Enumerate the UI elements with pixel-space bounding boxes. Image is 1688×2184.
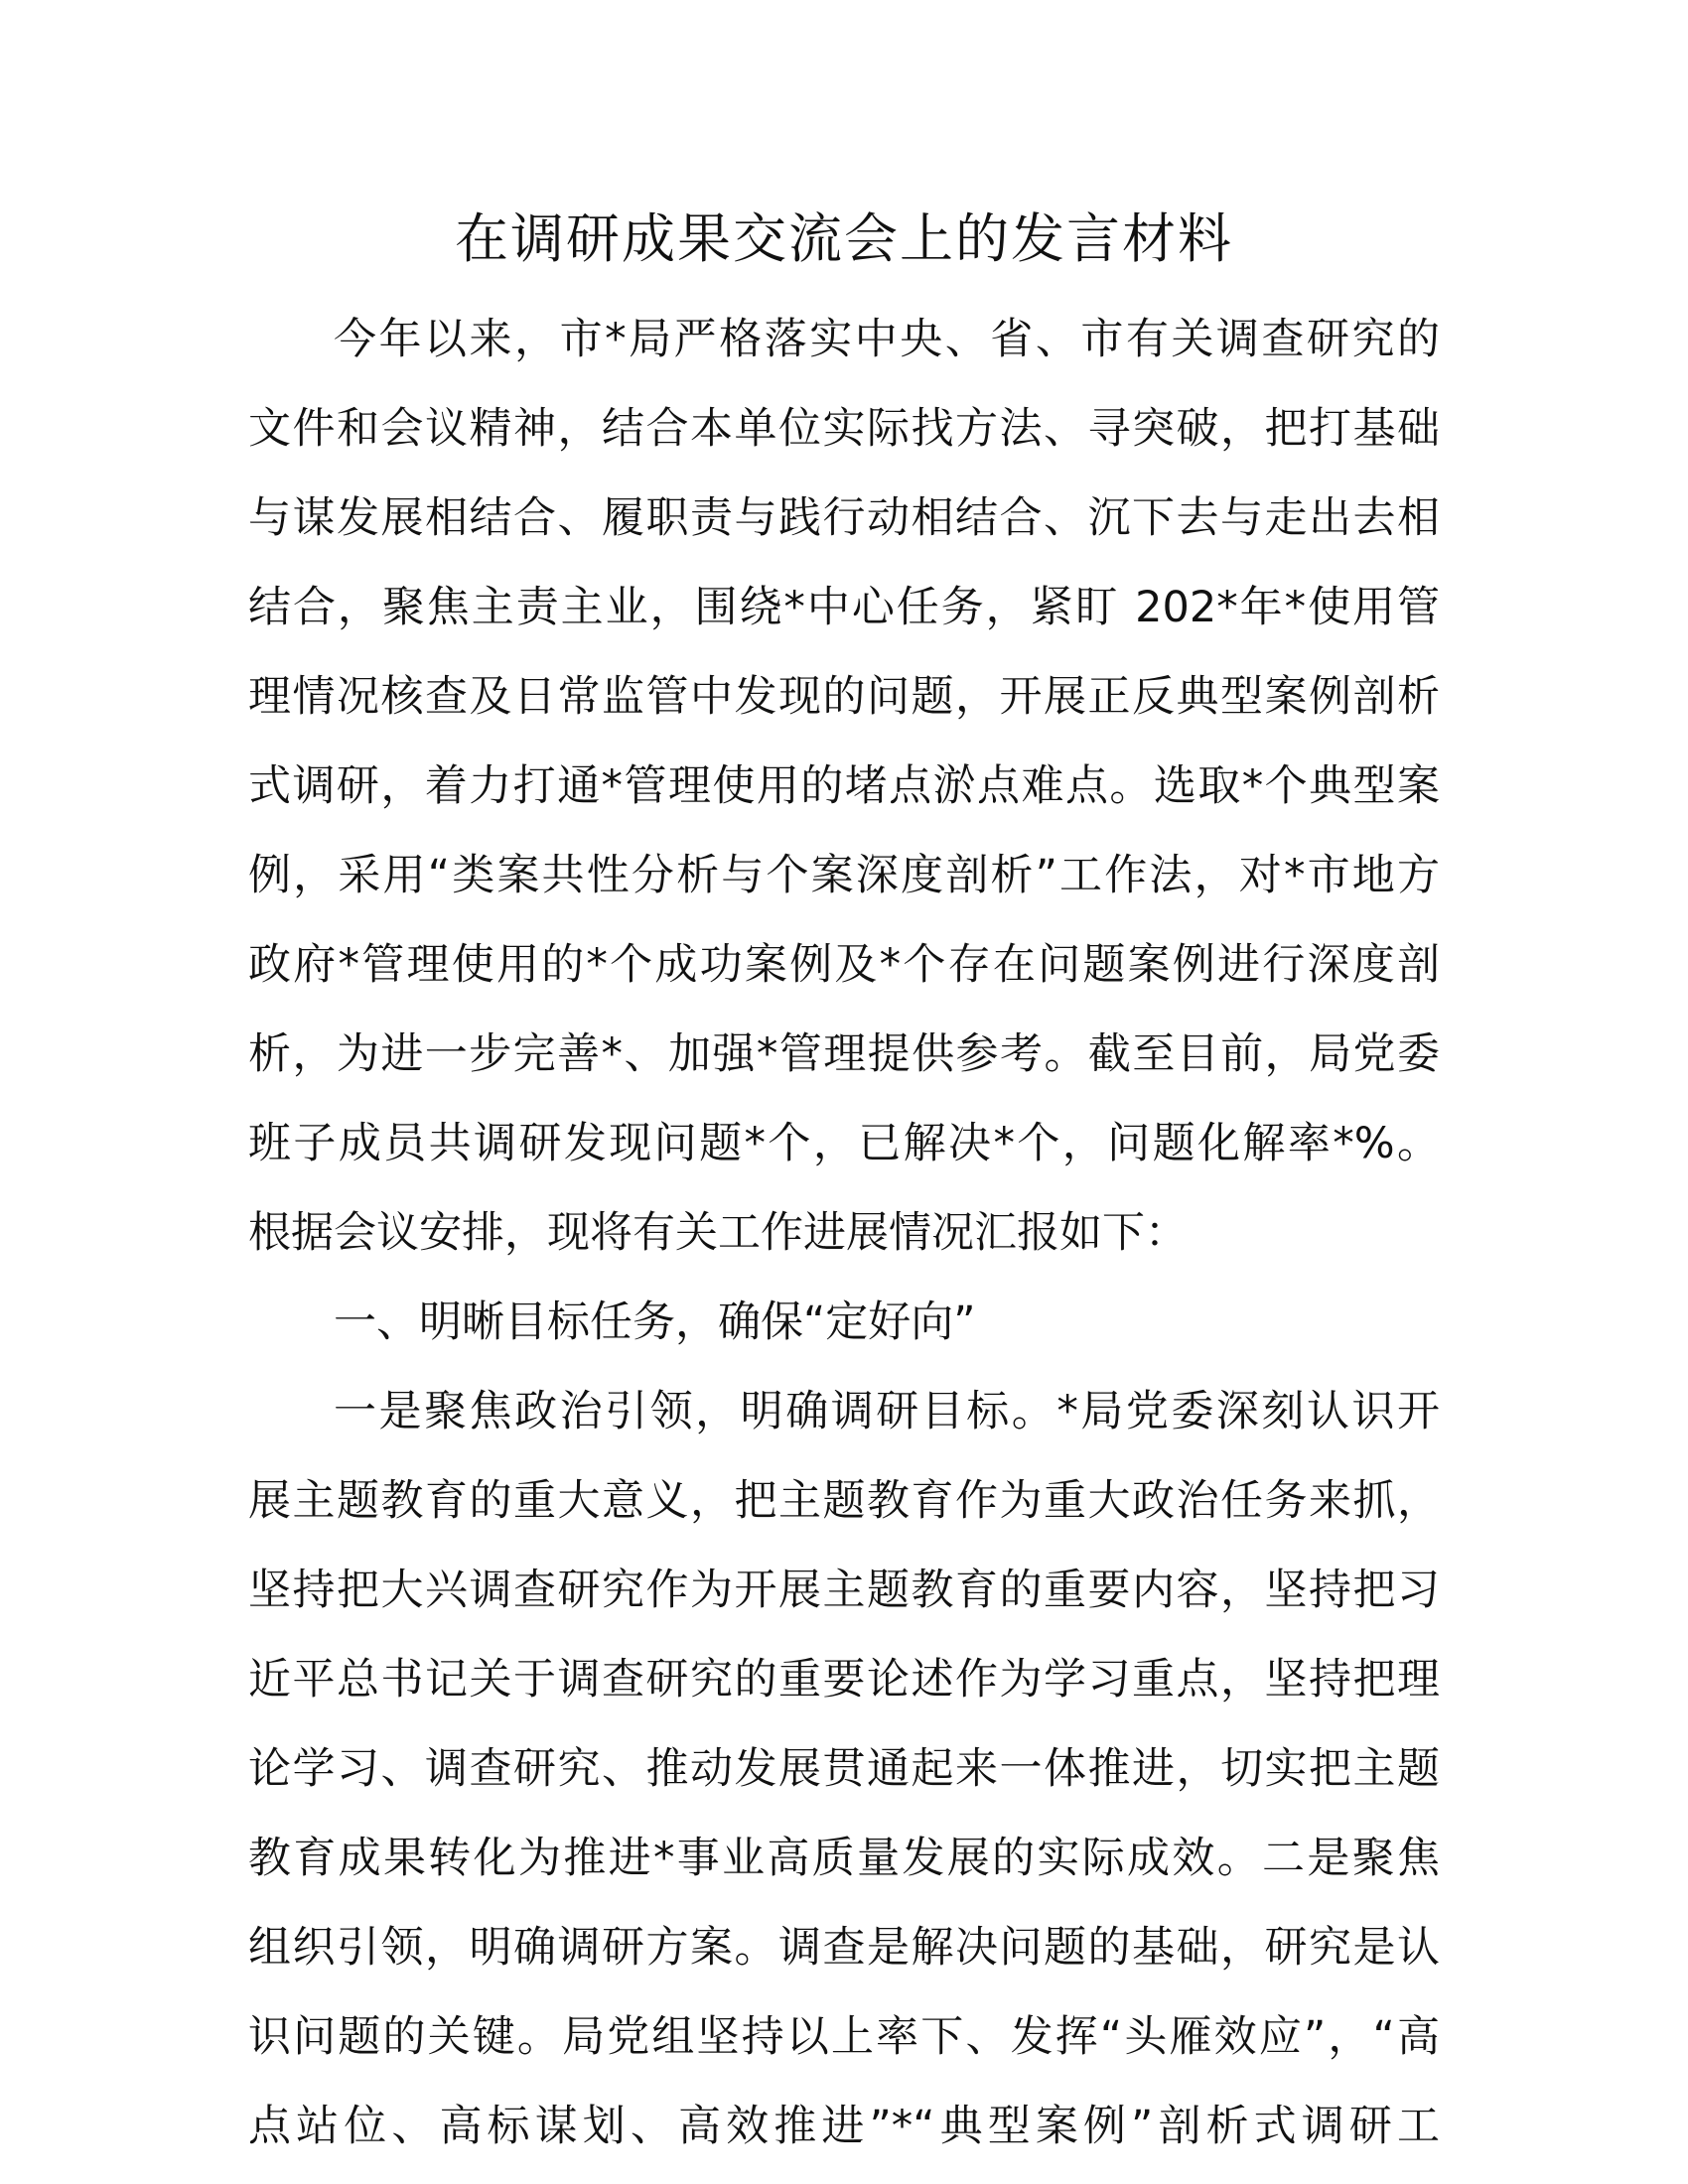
paragraph-1-line: 今年以来，市*局严格落实中央、省、市有关调查研究的: [334, 315, 1440, 364]
paragraph-2-line: 论学习、调查研究、推动发展贯通起来一体推进，切实把主题: [248, 1744, 1440, 1794]
paragraph-2-line: 展主题教育的重大意义，把主题教育作为重大政治任务来抓，: [248, 1476, 1440, 1526]
paragraph-2-line: 坚持把大兴调查研究作为开展主题教育的重要内容，坚持把习: [248, 1566, 1440, 1615]
paragraph-1-line: 理情况核查及日常监管中发现的问题，开展正反典型案例剖析: [248, 672, 1440, 722]
paragraph-2-line: 识问题的关键。局党组坚持以上率下、发挥“头雁效应”，“高: [248, 2012, 1440, 2062]
document-body: [248, 295, 1440, 2171]
paragraph-1-line: 根据会议安排，现将有关工作进展情况汇报如下：: [248, 1208, 1188, 1258]
paragraph-1-line: 结合，聚焦主责主业，围绕*中心任务，紧盯 202*年*使用管: [248, 583, 1440, 632]
paragraph-1-line: 文件和会议精神，结合本单位实际找方法、寻突破，把打基础: [248, 404, 1440, 454]
paragraph-2-line: 近平总书记关于调查研究的重要论述作为学习重点，坚持把理: [248, 1655, 1440, 1705]
paragraph-1-line: 班子成员共调研发现问题*个，已解决*个，问题化解率*%。: [248, 1119, 1440, 1168]
paragraph-1-line: 式调研，着力打通*管理使用的堵点淤点难点。选取*个典型案: [248, 761, 1440, 811]
paragraph-2-line: 一是聚焦政治引领，明确调研目标。*局党委深刻认识开: [334, 1387, 1440, 1436]
paragraph-1-line: 析，为进一步完善*、加强*管理提供参考。截至目前，局党委: [248, 1029, 1440, 1079]
paragraph-2-line: 组织引领，明确调研方案。调查是解决问题的基础，研究是认: [248, 1923, 1440, 1973]
paragraph-1-line: 政府*管理使用的*个成功案例及*个存在问题案例进行深度剖: [248, 940, 1440, 990]
paragraph-2-line: 点站位、高标谋划、高效推进”*“典型案例”剖析式调研工: [248, 2102, 1440, 2151]
section-1-heading: 一、明晰目标任务，确保“定好向”: [334, 1297, 976, 1347]
document-title: 在调研成果交流会上的发言材料: [455, 207, 1233, 270]
paragraph-2-line: 教育成果转化为推进*事业高质量发展的实际成效。二是聚焦: [248, 1834, 1440, 1883]
paragraph-1-line: 例，采用“类案共性分析与个案深度剖析”工作法，对*市地方: [248, 851, 1440, 900]
paragraph-1-line: 与谋发展相结合、履职责与践行动相结合、沉下去与走出去相: [248, 493, 1440, 543]
